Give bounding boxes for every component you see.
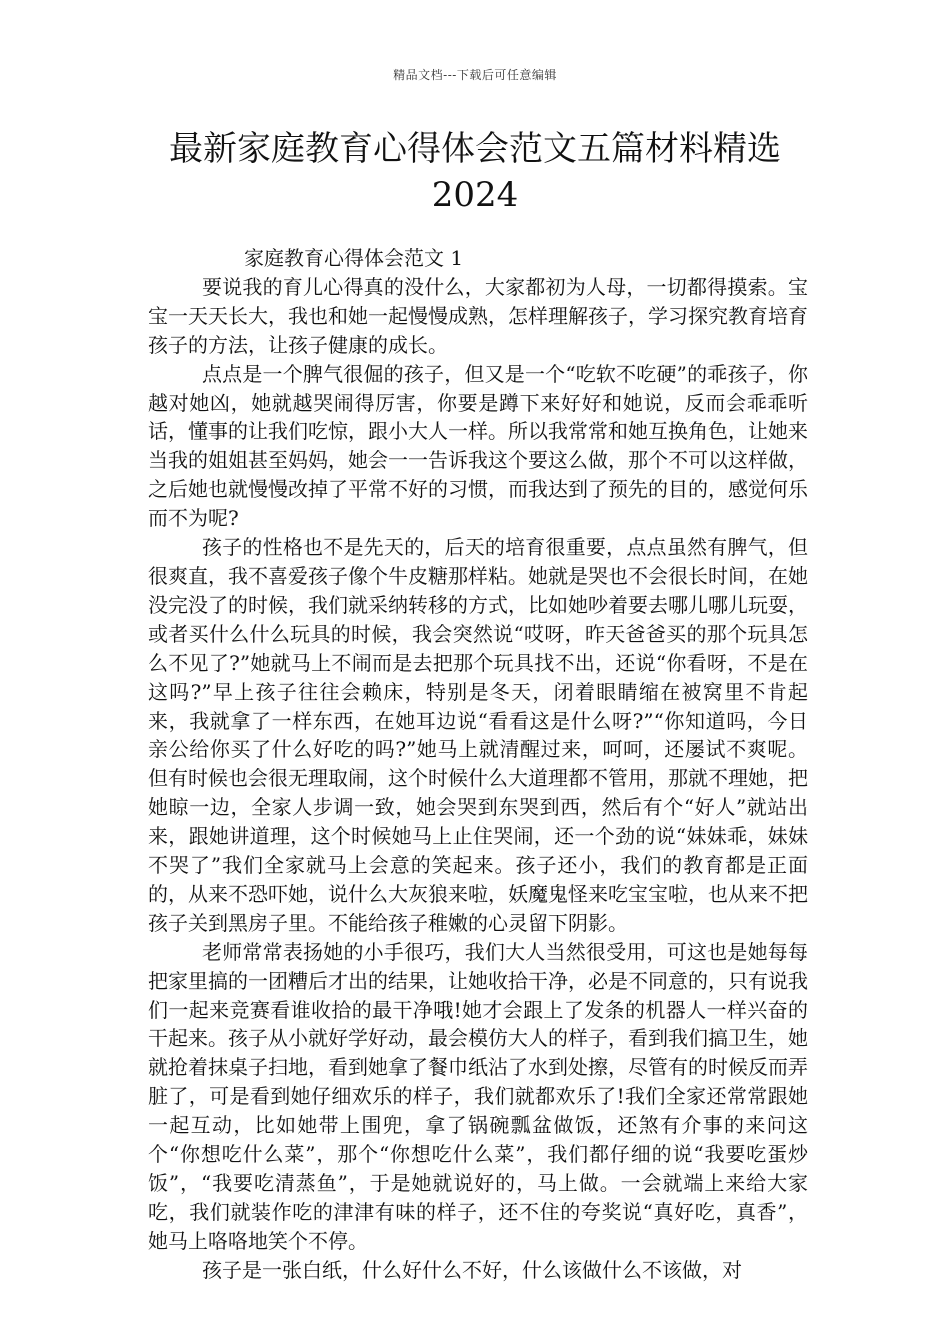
paragraph: 孩子的性格也不是先天的，后天的培育很重要，点点虽然有脾气，但很爽直，我不喜爱孩子像个牛皮糖那样粘。她就是哭也不会很长时间，在她没完没了的时候，我们就采纳转移的方式，比如她吵着要去哪儿哪儿玩耍，或者买什么什么玩具的时候，我会突然说“哎呀，昨天爸爸买的那个玩具怎么不见了?”她就马上不闹而是去把那个玩具找不出，还说“你看呀，不是在这吗?”早上孩子往往会赖床，特别是冬天，闭着眼睛缩在被窝里不肯起来，我就拿了一样东西，在她耳边说“看看这是什么呀?”“你知道吗，今日亲公给你买了什么好吃的吗?”她马上就清醒过来，呵呵，还屡试不爽呢。但有时候也会很无理取闹，这个时候什么大道理都不管用，那就不理她，把她晾一边，全家人步调一致，她会哭到东哭到西，然后有个“好人”就站出来，跟她讲道理，这个时候她马上止住哭闹，还一个劲的说“妹妹乖，妹妹不哭了”我们全家就马上会意的笑起来。孩子还小，我们的教育都是正面的，从来不恐吓她，说什么大灰狼来啦，妖魔鬼怪来吃宝宝啦，也从来不把孩子关到黑房子里。不能给孩子稚嫩的心灵留下阴影。 [148, 535, 808, 935]
document-body [148, 244, 808, 1285]
paragraph: 孩子是一张白纸，什么好什么不好，什么该做什么不该做，对 [202, 1257, 742, 1282]
title-line-1: 最新家庭教育心得体会范文五篇材料精选 [169, 129, 781, 169]
paragraph: 老师常常表扬她的小手很巧，我们大人当然很受用，可这也是她每每把家里搞的一团糟后才出的结果，让她收拾干净，必是不同意的，只有说我们一起来竞赛看谁收拾的最干净哦!她才会跟上了发条的机器人一样兴奋的干起来。孩子从小就好学好动，最会模仿大人的样子，看到我们搞卫生，她就抢着抹桌子扫地，看到她拿了餐巾纸沾了水到处擦，尽管有的时候反而弄脏了，可是看到她仔细欢乐的样子，我们就都欢乐了!我们全家还常常跟她一起互动，比如她带上围兜，拿了锅碗瓢盆做饭，还煞有介事的来问这个“你想吃什么菜”，那个“你想吃什么菜”，我们都仔细的说“我要吃蛋炒饭”，“我要吃清蒸鱼”，于是她就说好的，马上做。一会就端上来给大家吃，我们就装作吃的津津有味的样子，还不住的夸奖说“真好吃，真香”，她马上咯咯地笑个不停。 [148, 939, 808, 1253]
paragraph: 点点是一个脾气很倔的孩子，但又是一个“吃软不吃硬”的乖孩子，你越对她凶，她就越哭闹得厉害，你要是蹲下来好好和她说，反而会乖乖听话，懂事的让我们吃惊，跟小大人一样。所以我常常和她互换角色，让她来当我的姐姐甚至妈妈，她会一一告诉我这个要这么做，那个不可以这样做，之后她也就慢慢改掉了平常不好的习惯，而我达到了预先的目的，感觉何乐而不为呢? [148, 361, 808, 531]
paragraph: 要说我的育儿心得真的没什么，大家都初为人母，一切都得摸索。宝宝一天天长大，我也和她一起慢慢成熟，怎样理解孩子，学习探究教育培育孩子的方法，让孩子健康的成长。 [148, 274, 808, 357]
header-note: 精品文档---下载后可任意编辑 [393, 68, 557, 82]
title-line-2: 2024 [431, 175, 519, 215]
document-title [130, 126, 820, 218]
section-heading: 家庭教育心得体会范文 1 [244, 246, 464, 270]
